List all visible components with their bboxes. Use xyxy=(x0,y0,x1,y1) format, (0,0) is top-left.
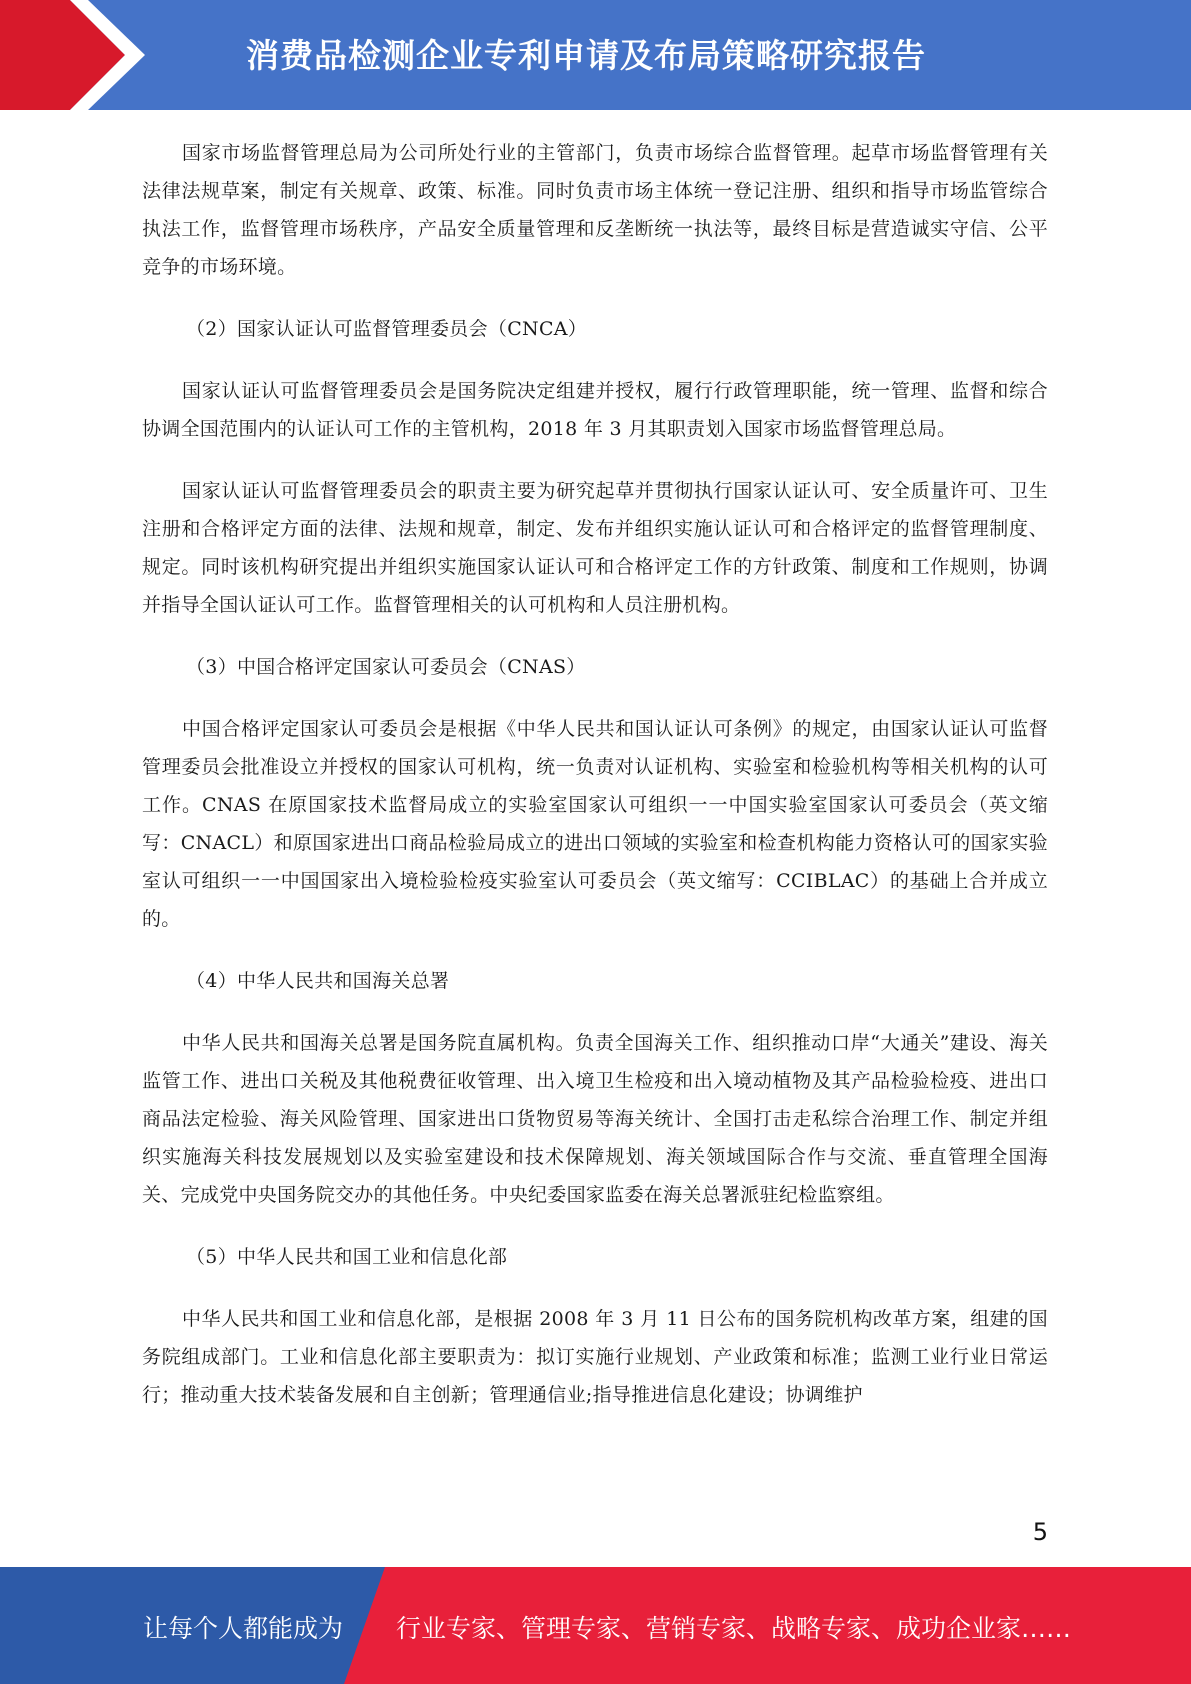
section-heading-cnca: （2）国家认证认可监督管理委员会（CNCA） xyxy=(186,318,588,340)
section-heading-customs: （4）中华人民共和国海关总署 xyxy=(186,970,450,992)
page-number: 5 xyxy=(1032,1518,1048,1546)
paragraph-samr: 国家市场监督管理总局为公司所处行业的主管部门，负责市场综合监督管理。起草市场监督管理有关法律法规草案，制定有关规章、政策、标准。同时负责市场主体统一登记注册、组织和指导市场监管综合执法工作，监督管理市场秩序，产品安全质量管理和反垄断统一执法等，最终目标是营造诚实守信、公平竞争的市场环境。 xyxy=(142,142,1048,278)
paragraph-customs: 中华人民共和国海关总署是国务院直属机构。负责全国海关工作、组织推动口岸“大通关”建设、海关监管工作、进出口关税及其他税费征收管理、出入境卫生检疫和出入境动植物及其产品检验检疫、进出口商品法定检验、海关风险管理、国家进出口货物贸易等海关统计、全国打击走私综合治理工作、制定并组织实施海关科技发展规划以及实验室建设和技术保障规划、海关领域国际合作与交流、垂直管理全国海关、完成党中央国务院交办的其他任务。中央纪委国家监委在海关总署派驻纪检监察组。 xyxy=(142,1032,1048,1206)
header-arrow-decoration xyxy=(0,0,160,110)
footer-slogan-left: 让每个人都能成为 xyxy=(143,1614,344,1643)
paragraph-cnca-duties: 国家认证认可监督管理委员会的职责主要为研究起草并贯彻执行国家认证认可、安全质量许可、卫生注册和合格评定方面的法律、法规和规章，制定、发布并组织实施认证认可和合格评定的监督管理制度、规定。同时该机构研究提出并组织实施国家认证认可和合格评定工作的方针政策、制度和工作规则，协调并指导全国认证认可工作。监督管理相关的认可机构和人员注册机构。 xyxy=(142,480,1048,616)
page-footer xyxy=(0,1567,1191,1684)
paragraph-cnas: 中国合格评定国家认可委员会是根据《中华人民共和国认证认可条例》的规定，由国家认证认可监督管理委员会批准设立并授权的国家认可机构，统一负责对认证机构、实验室和检验机构等相关机构的认可工作。CNAS 在原国家技术监督局成立的实验室国家认可组织一一中国实验室国家认可委员会（英文缩写：CNACL）和原国家进出口商品检验局成立的进出口领域的实验室和检查机构能力资格认可的国家实验室认可组织一一中国国家出入境检验检疫实验室认可委员会（英文缩写：CCIBLAC）的基础上合并成立的。 xyxy=(142,718,1048,930)
report-title: 消费品检测企业专利申请及布局策略研究报告 xyxy=(246,36,926,75)
paragraph-miit: 中华人民共和国工业和信息化部，是根据 2008 年 3 月 11 日公布的国务院机构改革方案，组建的国务院组成部门。工业和信息化部主要职责为：拟订实施行业规划、产业政策和标准；监测工业行业日常运行；推动重大技术装备发展和自主创新；管理通信业;指导推进信息化建设；协调维护 xyxy=(142,1308,1048,1406)
section-heading-cnas: （3）中国合格评定国家认可委员会（CNAS） xyxy=(186,656,586,678)
paragraph-cnca-intro: 国家认证认可监督管理委员会是国务院决定组建并授权，履行行政管理职能，统一管理、监督和综合协调全国范围内的认证认可工作的主管机构，2018 年 3 月其职责划入国家市场监督管理总局。 xyxy=(142,380,1048,440)
page-header xyxy=(0,0,1191,110)
document-body xyxy=(142,134,1048,1438)
section-heading-miit: （5）中华人民共和国工业和信息化部 xyxy=(186,1246,508,1268)
footer-slogan-right: 行业专家、管理专家、营销专家、战略专家、成功企业家…… xyxy=(396,1614,1072,1643)
